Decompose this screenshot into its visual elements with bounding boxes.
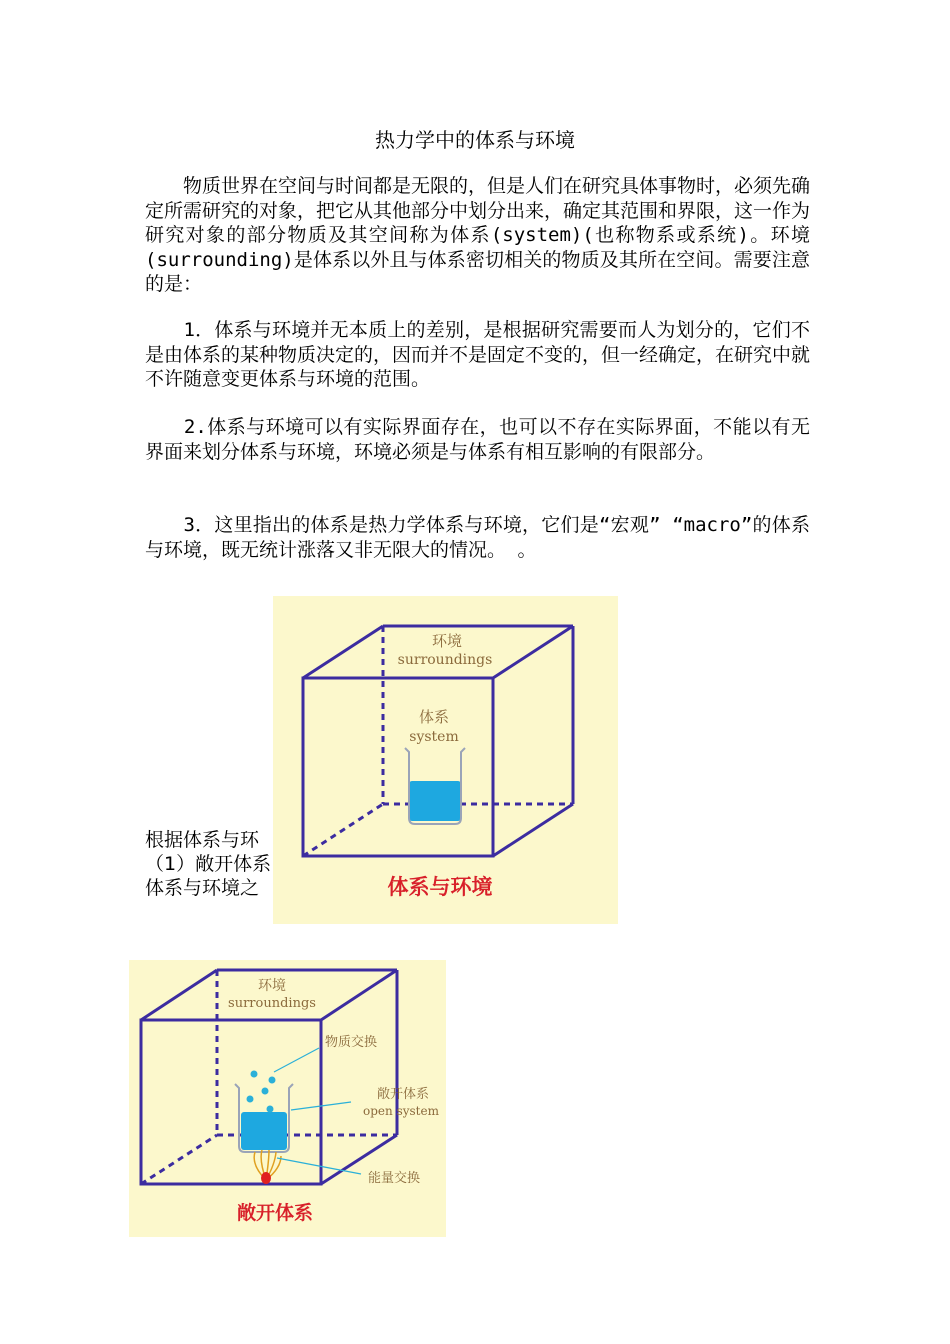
paragraph-point-3: 3．这里指出的体系是热力学体系与环境，它们是“宏观” “macro”的体系与环境，既无统计涨落又非无限大的情况。 。 (145, 514, 810, 561)
figure2-caption: 敞开体系 (236, 1202, 314, 1224)
figure1-caption: 体系与环境 (387, 874, 493, 899)
env-label-en: surroundings (397, 652, 493, 668)
paragraph-point-1: 1．体系与环境并无本质上的差别，是根据研究需要而人为划分的，它们不是由体系的某种物质决定的，因而并不是固定不变的，但一经确定，在研究中就不许随意变更体系与环境的范围。 (145, 319, 811, 390)
cube-diagram-1 (273, 596, 618, 924)
occluded-line-1: 根据体系与环 (145, 829, 260, 851)
env-label-cn: 环境 (431, 632, 463, 650)
system-label-cn: 体系 (418, 708, 450, 726)
occluded-text (145, 828, 285, 900)
particle-dots (247, 1071, 276, 1113)
env-label-cn: 环境 (258, 978, 286, 994)
occluded-line-3: 体系与环境之 (145, 877, 260, 899)
flame-icon (254, 1150, 281, 1184)
env-label-en: surroundings (228, 996, 316, 1011)
figure-system-surroundings (273, 596, 618, 924)
matter-exchange-label: 物质交换 (324, 1035, 378, 1050)
occluded-line-2: （1）敞开体系 (145, 853, 272, 875)
beaker-icon (405, 748, 465, 824)
system-label-en: system (409, 729, 459, 745)
paragraph-intro: 物质世界在空间与时间都是无限的，但是人们在研究具体事物时，必须先确定所需研究的对象，把它从其他部分中划分出来，确定其范围和界限，这一作为研究对象的部分物质及其空间称为体系(system)(也称物系或系统)。环境(surrounding)是体系以外且与体系密切相关的物质及其所在空间。需要注意的是： (145, 175, 811, 295)
paragraph-point-2: 2.体系与环境可以有实际界面存在，也可以不存在实际界面，不能以有无界面来划分体系与环境，环境必须是与体系有相互影响的有限部分。 (145, 416, 810, 463)
energy-exchange-label: 能量交换 (367, 1171, 421, 1186)
open-system-label-en: open system (363, 1104, 439, 1118)
figure-open-system (129, 960, 446, 1237)
cube-diagram-2 (129, 960, 446, 1237)
document-title: 热力学中的体系与环境 (375, 128, 575, 152)
open-system-label-cn: 敞开体系 (376, 1087, 430, 1102)
